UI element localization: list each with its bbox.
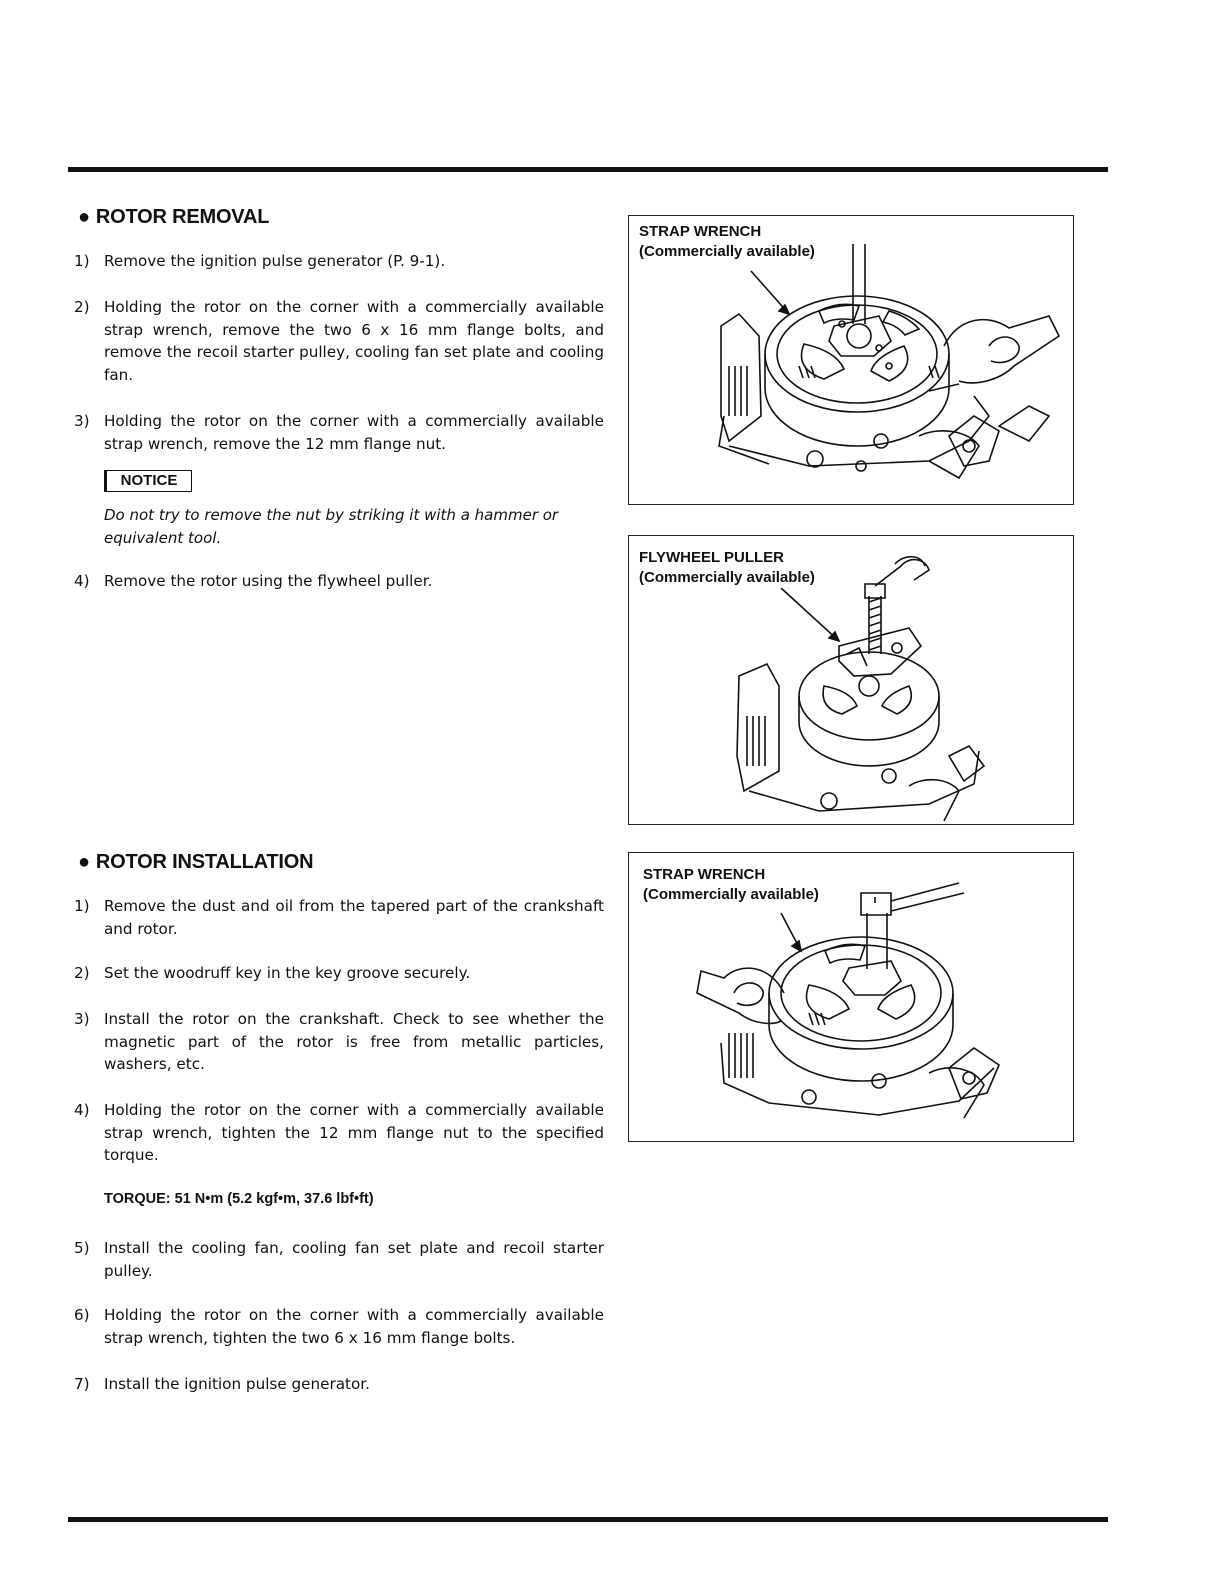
installation-step-5: 5) Install the cooling fan, cooling fan set plate and recoil starter pulley.	[74, 1239, 604, 1280]
figure-flywheel-puller	[628, 535, 1074, 825]
figure-strap-wrench-installation	[628, 852, 1074, 1142]
figure-2-caption: FLYWHEEL PULLER (Commercially available)	[639, 549, 815, 586]
bullet-icon: ●	[78, 206, 90, 228]
removal-step-4: 4) Remove the rotor using the flywheel puller.	[74, 572, 433, 590]
notice-label: NOTICE	[104, 470, 192, 492]
installation-title: ● ROTOR INSTALLATION	[78, 851, 314, 873]
notice-text: Do not try to remove the nut by striking it with a hammer or equivalent tool.	[104, 506, 559, 547]
removal-step-3: 3) Holding the rotor on the corner with a commercially available strap wrench, remove the 12 mm flange nut.	[74, 412, 604, 453]
torque-spec: TORQUE: 51 N•m (5.2 kgf•m, 37.6 lbf•ft)	[104, 1191, 374, 1207]
installation-step-6: 6) Holding the rotor on the corner with a commercially available strap wrench, tighten the two 6 x 16 mm flange bolts.	[74, 1306, 604, 1347]
figure-strap-wrench-removal	[628, 215, 1074, 505]
figure-3-caption: STRAP WRENCH (Commercially available)	[643, 866, 819, 903]
removal-step-2: 2) Holding the rotor on the corner with a commercially available strap wrench, remove the two 6 x 16 mm flange bolts, and remove the recoil starter pulley, cooling fan set plate and cooling fan.	[74, 298, 604, 384]
installation-step-2: 2) Set the woodruff key in the key groove securely.	[74, 964, 471, 982]
installation-step-4: 4) Holding the rotor on the corner with a commercially available strap wrench, tighten the 12 mm flange nut to the specified torque.	[74, 1101, 604, 1164]
removal-title: ● ROTOR REMOVAL	[78, 206, 270, 228]
installation-step-1: 1) Remove the dust and oil from the tapered part of the crankshaft and rotor.	[74, 897, 604, 938]
installation-step-3: 3) Install the rotor on the crankshaft. Check to see whether the magnetic part of the rotor is free from metallic particles, washers, etc.	[74, 1010, 604, 1073]
figure-1-caption: STRAP WRENCH (Commercially available)	[639, 223, 815, 260]
installation-step-7: 7) Install the ignition pulse generator.	[74, 1375, 370, 1393]
bottom-rule	[68, 1517, 1108, 1522]
top-rule	[68, 167, 1108, 172]
removal-step-1: 1) Remove the ignition pulse generator (P. 9-1).	[74, 252, 446, 270]
bullet-icon: ●	[78, 851, 90, 873]
